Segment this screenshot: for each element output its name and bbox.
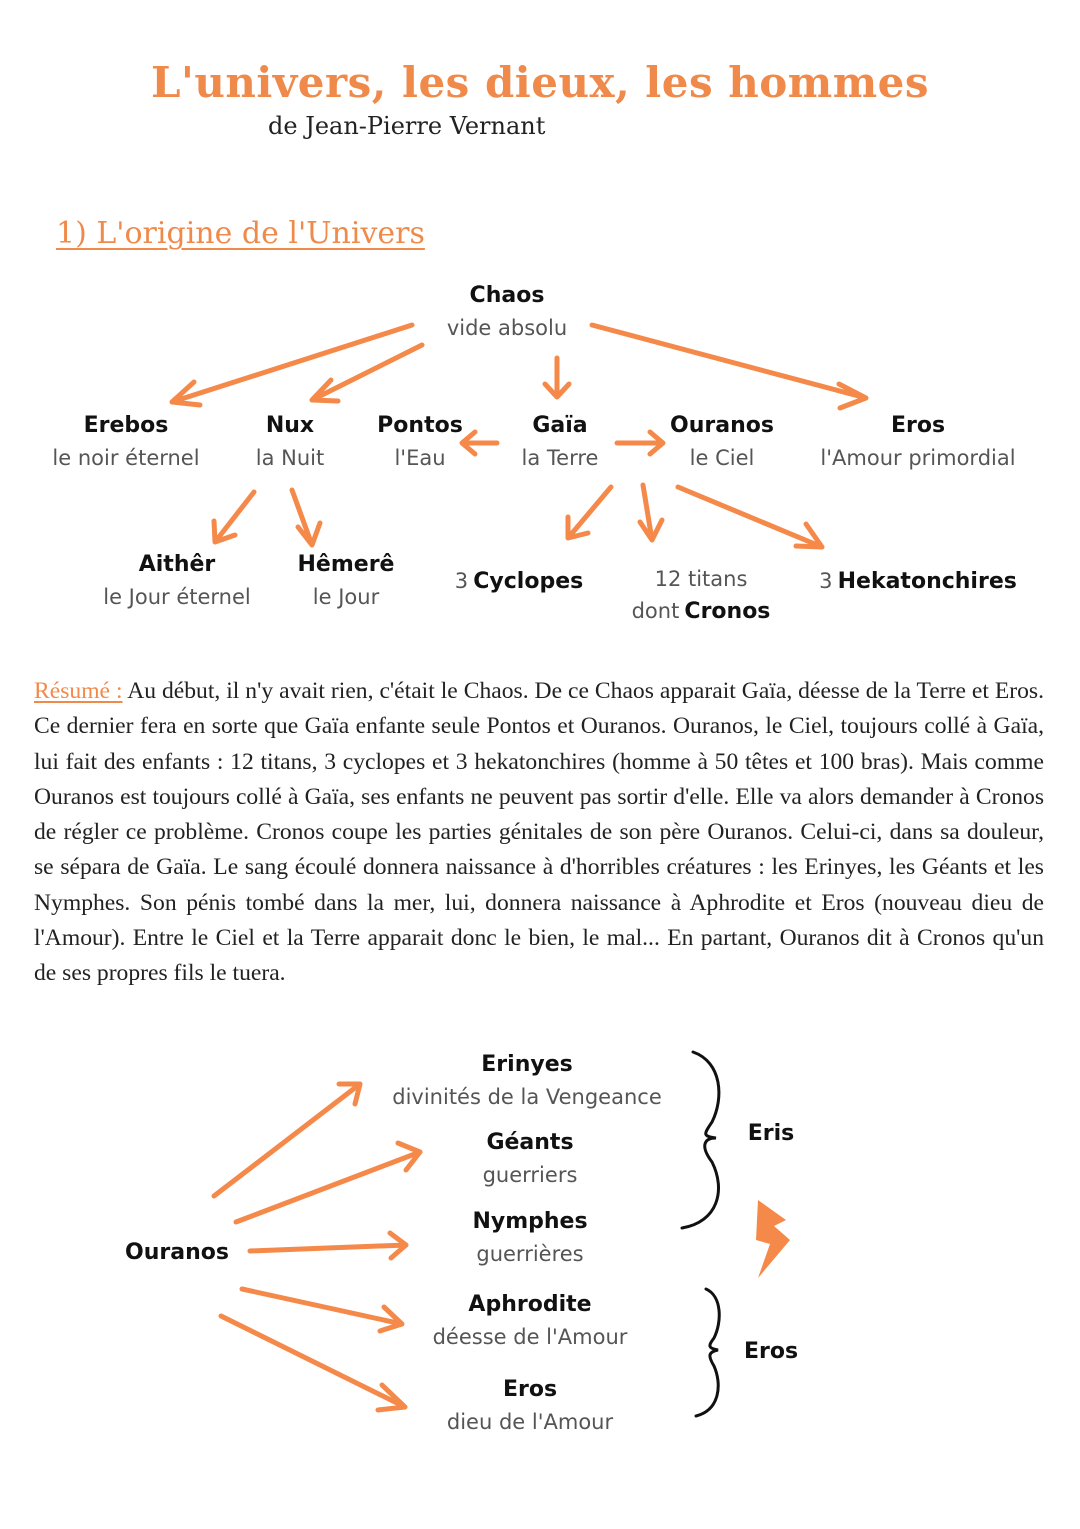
group-label-eris	[748, 1118, 795, 1150]
node-titans	[632, 563, 771, 629]
node-name: Pontos	[377, 413, 463, 438]
node-gaia	[522, 410, 599, 474]
node-geants	[483, 1127, 578, 1191]
node-desc: le noir éternel	[52, 446, 200, 470]
arrow-chaos-eros	[592, 325, 866, 408]
arrow-ouranos-erinyes	[214, 1084, 360, 1196]
count: 3	[454, 569, 469, 593]
node-desc: dieu de l'Amour	[446, 1410, 614, 1434]
node-name: Erinyes	[481, 1052, 573, 1077]
page-title: L'univers, les dieux, les hommes	[150, 58, 930, 107]
arrow-chaos-gaia	[545, 358, 569, 397]
prefix: dont	[631, 599, 680, 623]
node-erebos	[52, 410, 199, 474]
node-desc: divinités de la Vengeance	[392, 1085, 662, 1109]
node-name: Eros	[890, 413, 946, 438]
node-name: Aithêr	[138, 552, 216, 577]
node-chaos	[447, 280, 567, 344]
page-subtitle: de Jean-Pierre Vernant	[268, 112, 546, 140]
node-hemere	[298, 549, 395, 613]
node-desc: le Jour	[312, 585, 380, 609]
node-name: Chaos	[469, 283, 545, 308]
count: 3	[819, 569, 833, 593]
node-ouranos	[670, 410, 774, 474]
node-hekatonchires	[819, 565, 1017, 599]
section-heading: 1) L'origine de l'Univers	[56, 216, 425, 251]
node-name: Nux	[265, 413, 315, 438]
node-pontos	[377, 410, 463, 474]
arrow-ouranos-hekatonchires	[678, 487, 822, 547]
node-name: Géants	[486, 1130, 574, 1155]
arrow-nux-aither	[214, 492, 254, 542]
brace-eros	[696, 1289, 719, 1416]
node-nymphes	[472, 1206, 587, 1270]
node-desc: 12 titans	[654, 567, 748, 591]
node-erinyes	[392, 1049, 662, 1113]
node-name: Ouranos	[125, 1240, 229, 1265]
node-name: Erebos	[83, 413, 169, 438]
node-name: Eros	[502, 1377, 558, 1402]
node-ouranos-source	[125, 1237, 229, 1269]
arrow-ouranos-eros	[221, 1316, 405, 1410]
arrow-ouranos-nymphes	[250, 1233, 406, 1258]
node-desc: la Nuit	[255, 446, 325, 470]
arrow-ouranos-aphrodite	[242, 1289, 402, 1331]
arrow-gaia-pontos	[462, 432, 497, 454]
node-desc: l'Amour primordial	[820, 446, 1016, 470]
summary-text: Au début, il n'y avait rien, c'était le Chaos. De ce Chaos apparait Gaïa, déesse de la Terre et Eros. Ce dernier fera en sorte que Gaïa enfante seule Pontos et Ouranos. Ouranos, le Ciel, toujours collé à Gaïa, lui fait des enfants : 12 titans, 3 cyclopes et 3 hekatonchires (homme à 50 têtes et 100 bras). Mais comme Ouranos est toujours collé à Gaïa, ses enfants ne peuvent pas sortir d'elle. Elle va alors demander à Cronos de régler ce problème. Cronos coupe les parties génitales de son père Ouranos. Celui-ci, dans sa douleur, se sépara de Gaïa. Le sang écoulé donnera naissance à d'horribles créatures : les Erinyes, les Géants et les Nymphes. Son pénis tombé dans la mer, lui, donnera naissance à Aphrodite et Eros (nouveau dieu de l'Amour). Entre le Ciel et la Terre apparait donc le bien, le mal... En partant, Ouranos dit à Cronos qu'un de ses propres fils le tuera.	[34, 678, 1044, 987]
node-name: Nymphes	[472, 1209, 588, 1234]
summary-label: Résumé :	[34, 678, 123, 704]
node-cyclopes	[455, 565, 583, 599]
node-desc: l'Eau	[394, 446, 446, 470]
node-name: Cyclopes	[473, 569, 584, 594]
node-desc: guerrières	[476, 1242, 584, 1266]
arrow-nux-hemere	[292, 490, 320, 545]
node-desc: vide absolu	[446, 316, 568, 340]
node-name: Aphrodite	[468, 1292, 592, 1317]
node-desc: la Terre	[521, 446, 599, 470]
node-nux	[256, 410, 324, 474]
node-name: Hekatonchires	[837, 569, 1017, 594]
node-name: Ouranos	[670, 413, 774, 438]
arrow-ouranos-cyclopes	[568, 487, 611, 538]
node-desc: le Jour éternel	[103, 585, 251, 609]
group-label-eros	[744, 1336, 798, 1368]
node-name: Gaïa	[532, 413, 588, 438]
arrow-ouranos-titans	[640, 485, 662, 540]
node-name: Hêmerê	[297, 552, 395, 577]
node-name: Cronos	[684, 599, 771, 624]
node-desc: le Ciel	[689, 446, 755, 470]
node-aphrodite	[433, 1289, 628, 1353]
node-name: Eros	[743, 1339, 799, 1364]
summary-paragraph	[34, 674, 1044, 992]
arrow-gaia-ouranos	[617, 432, 663, 454]
node-desc: déesse de l'Amour	[432, 1325, 628, 1349]
arrow-chaos-erebos	[172, 325, 412, 405]
lightning-icon	[756, 1200, 790, 1278]
brace-eris	[682, 1052, 719, 1228]
node-aither	[103, 549, 251, 613]
node-eros-child	[447, 1374, 613, 1438]
node-eros	[820, 410, 1015, 474]
node-desc: guerriers	[482, 1163, 578, 1187]
node-name: Eris	[747, 1121, 795, 1146]
